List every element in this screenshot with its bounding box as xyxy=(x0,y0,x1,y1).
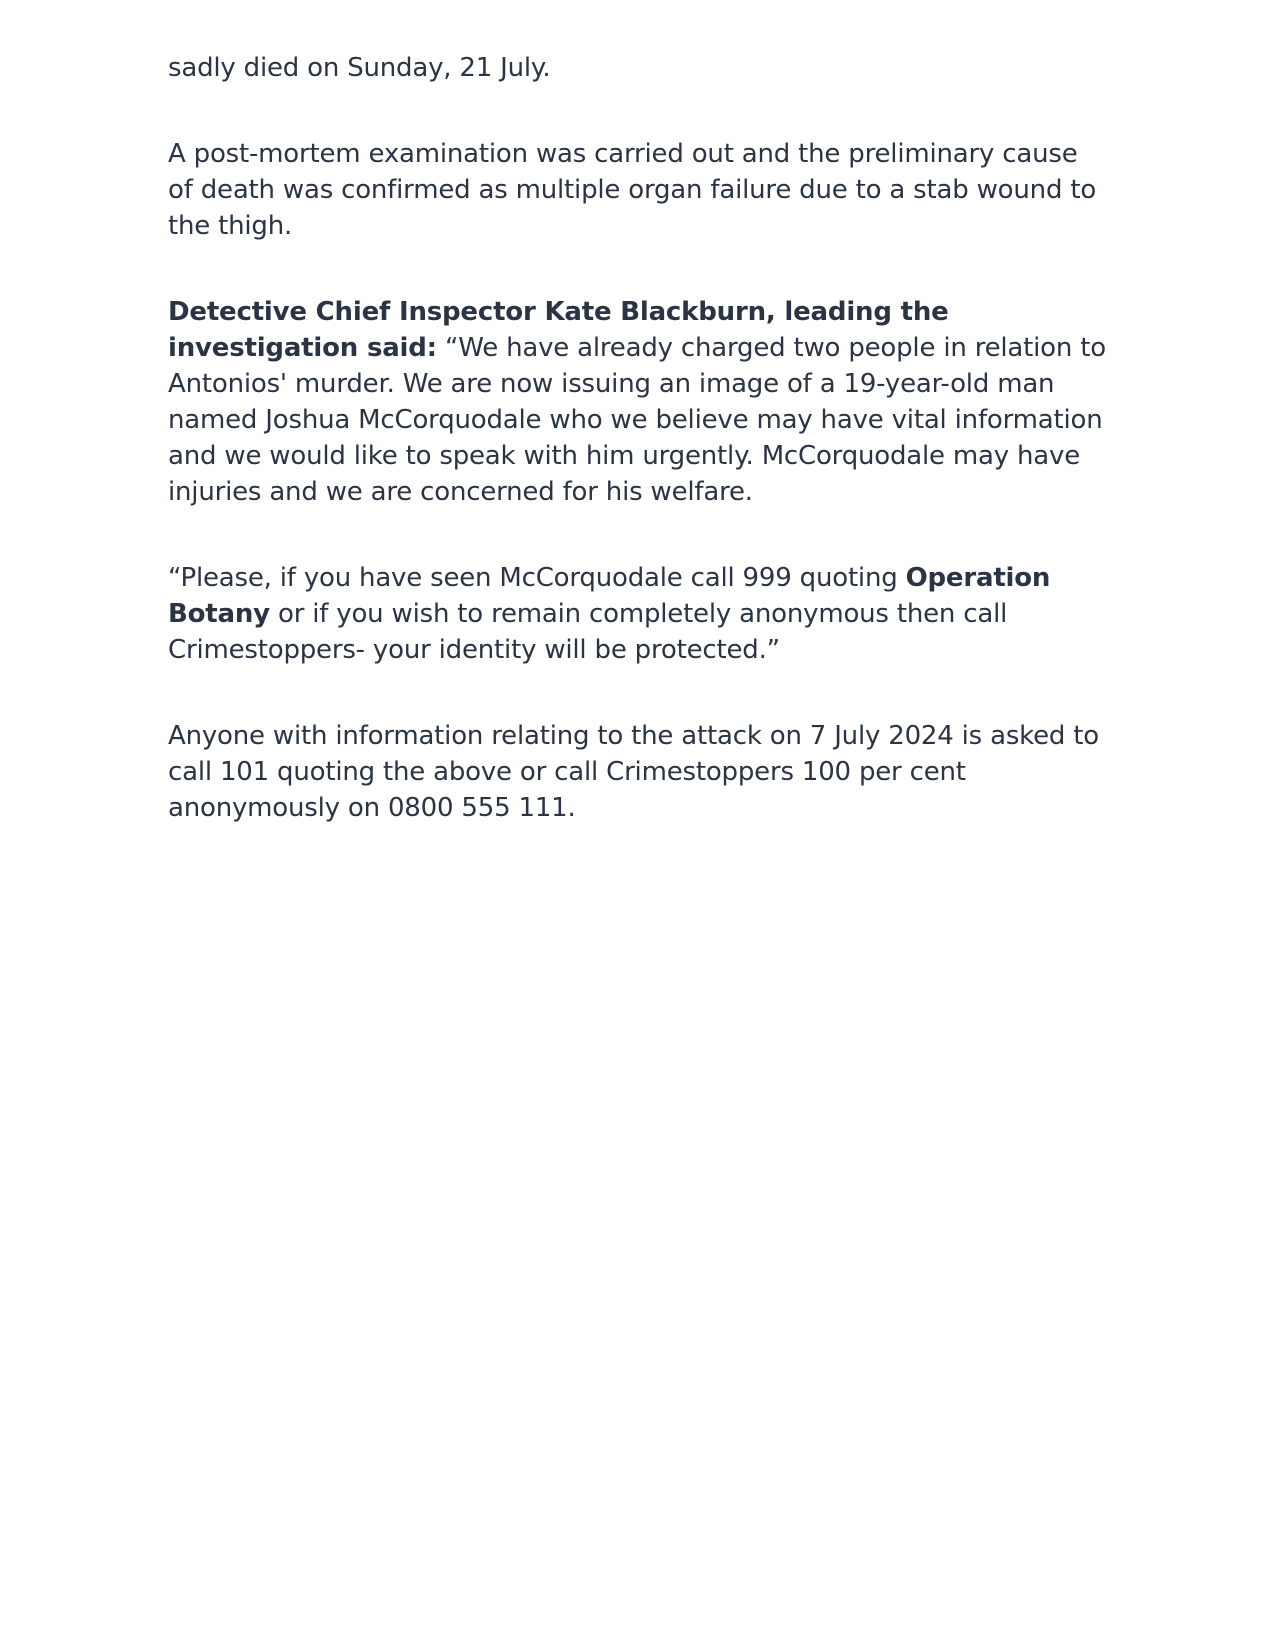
paragraph-postmortem xyxy=(168,136,1108,244)
appeal-text-after: or if you wish to remain completely anonymous then call Crimestoppers- your identity will be protected.” xyxy=(168,599,1008,665)
paragraph-appeal xyxy=(168,560,1108,668)
death-date-text: sadly died on Sunday, 21 July. xyxy=(168,53,551,83)
statement-quote: “We have already charged two people in relation to Antonios' murder. We are now issuing an image of a 19-year-old man named Joshua McCorquodale who we believe may have vital information and we would like to speak with him urgently. McCorquodale may have injuries and we are concerned for his welfare. xyxy=(168,333,1106,507)
contact-info-text: Anyone with information relating to the attack on 7 July 2024 is asked to call 101 quoting the above or call Crimestoppers 100 per cent anonymously on 0800 555 111. xyxy=(168,721,1099,823)
document-body xyxy=(168,50,1108,876)
appeal-text-before: “Please, if you have seen McCorquodale call 999 quoting xyxy=(168,563,906,593)
paragraph-death-date xyxy=(168,50,1108,86)
operation-name: Operation Botany xyxy=(168,563,1051,629)
postmortem-text: A post-mortem examination was carried out and the preliminary cause of death was confirmed as multiple organ failure due to a stab wound to the thigh. xyxy=(168,139,1097,241)
paragraph-contact-info xyxy=(168,718,1108,826)
paragraph-dci-statement xyxy=(168,294,1108,510)
speaker-attribution: Detective Chief Inspector Kate Blackburn, leading the investigation said: xyxy=(168,297,949,363)
